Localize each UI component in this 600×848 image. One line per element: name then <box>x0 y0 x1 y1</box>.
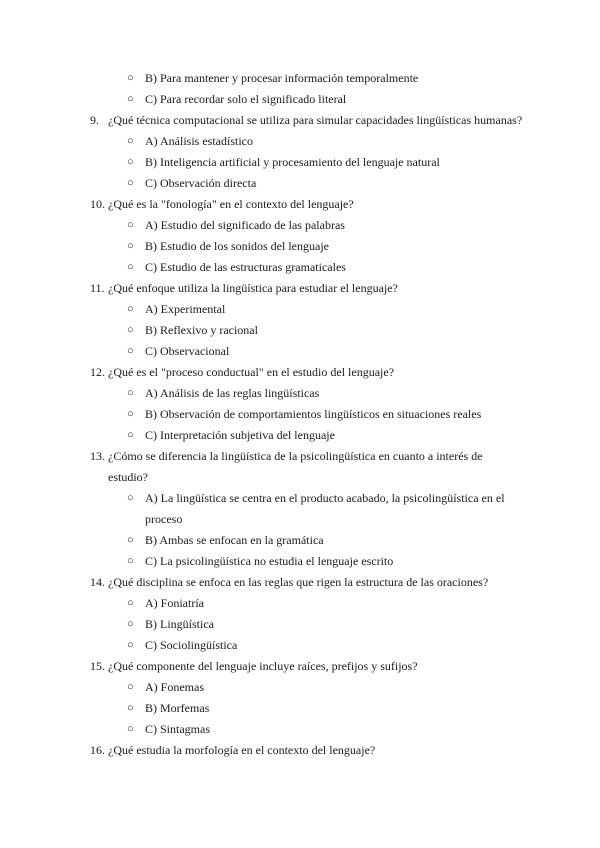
option-line <box>0 257 600 278</box>
option-line <box>0 152 600 173</box>
question-line <box>0 194 600 215</box>
option-line <box>0 530 600 551</box>
circle-bullet-icon: ○ <box>127 345 134 357</box>
question-text: ¿Qué es la "fonología" en el contexto del lenguaje? <box>108 197 354 211</box>
circle-bullet-icon: ○ <box>127 681 134 693</box>
continuation-text: estudio? <box>108 470 148 484</box>
circle-bullet-icon: ○ <box>127 240 134 252</box>
question-number: 12. <box>90 365 105 379</box>
circle-bullet-icon: ○ <box>127 72 134 84</box>
option-text: A) Análisis de las reglas lingüísticas <box>145 386 320 400</box>
question-number: 9. <box>90 113 99 127</box>
question-number: 14. <box>90 575 105 589</box>
option-text: C) Estudio de las estructuras gramaticales <box>145 260 346 274</box>
option-text: C) Sintagmas <box>145 722 210 736</box>
option-text: A) Análisis estadístico <box>145 134 253 148</box>
question-continuation-line <box>0 467 600 488</box>
option-text: C) Sociolingüística <box>145 638 238 652</box>
option-text: C) La psicolingüística no estudia el lenguaje escrito <box>145 554 394 568</box>
circle-bullet-icon: ○ <box>127 408 134 420</box>
option-line <box>0 173 600 194</box>
question-text: ¿Qué es el "proceso conductual" en el estudio del lenguaje? <box>108 365 395 379</box>
circle-bullet-icon: ○ <box>127 618 134 630</box>
option-text: C) Observacional <box>145 344 230 358</box>
option-text: C) Observación directa <box>145 176 257 190</box>
option-line <box>0 614 600 635</box>
circle-bullet-icon: ○ <box>127 93 134 105</box>
question-number: 16. <box>90 743 105 757</box>
option-continuation-line <box>0 509 600 530</box>
question-line <box>0 740 600 761</box>
question-number: 13. <box>90 449 105 463</box>
circle-bullet-icon: ○ <box>127 324 134 336</box>
option-line <box>0 341 600 362</box>
option-line <box>0 131 600 152</box>
circle-bullet-icon: ○ <box>127 261 134 273</box>
question-line <box>0 362 600 383</box>
question-number: 11. <box>90 281 105 295</box>
option-line <box>0 551 600 572</box>
option-line <box>0 299 600 320</box>
continuation-text: proceso <box>145 512 183 526</box>
option-line <box>0 719 600 740</box>
option-line <box>0 320 600 341</box>
option-text: A) Experimental <box>145 302 226 316</box>
question-text: ¿Cómo se diferencia la lingüística de la psicolingüística en cuanto a interés de <box>108 449 483 463</box>
option-text: B) Para mantener y procesar información temporalmente <box>145 71 419 85</box>
circle-bullet-icon: ○ <box>127 156 134 168</box>
circle-bullet-icon: ○ <box>127 702 134 714</box>
question-number: 10. <box>90 197 105 211</box>
option-line <box>0 488 600 509</box>
question-text: ¿Qué estudia la morfología en el contexto del lenguaje? <box>108 743 376 757</box>
circle-bullet-icon: ○ <box>127 219 134 231</box>
option-line <box>0 635 600 656</box>
option-text: A) Fonemas <box>145 680 204 694</box>
circle-bullet-icon: ○ <box>127 387 134 399</box>
option-text: C) Para recordar solo el significado literal <box>145 92 347 106</box>
option-line <box>0 677 600 698</box>
option-line <box>0 383 600 404</box>
question-line <box>0 110 600 131</box>
circle-bullet-icon: ○ <box>127 723 134 735</box>
circle-bullet-icon: ○ <box>127 303 134 315</box>
question-line <box>0 278 600 299</box>
document-page <box>0 68 600 761</box>
question-number: 15. <box>90 659 105 673</box>
option-line <box>0 89 600 110</box>
option-text: B) Morfemas <box>145 701 210 715</box>
option-text: B) Estudio de los sonidos del lenguaje <box>145 239 329 253</box>
question-text: ¿Qué disciplina se enfoca en las reglas que rigen la estructura de las oraciones? <box>108 575 489 589</box>
circle-bullet-icon: ○ <box>127 492 134 504</box>
circle-bullet-icon: ○ <box>127 135 134 147</box>
circle-bullet-icon: ○ <box>127 534 134 546</box>
option-text: A) Estudio del significado de las palabras <box>145 218 345 232</box>
option-text: A) Foniatría <box>145 596 204 610</box>
question-text: ¿Qué técnica computacional se utiliza para simular capacidades lingüísticas humanas? <box>108 113 523 127</box>
option-line <box>0 593 600 614</box>
circle-bullet-icon: ○ <box>127 597 134 609</box>
circle-bullet-icon: ○ <box>127 429 134 441</box>
option-text: C) Interpretación subjetiva del lenguaje <box>145 428 335 442</box>
circle-bullet-icon: ○ <box>127 177 134 189</box>
option-line <box>0 215 600 236</box>
question-line <box>0 446 600 467</box>
question-text: ¿Qué componente del lenguaje incluye raíces, prefijos y sufijos? <box>108 659 418 673</box>
option-text: B) Ambas se enfocan en la gramática <box>145 533 324 547</box>
option-text: B) Inteligencia artificial y procesamiento del lenguaje natural <box>145 155 440 169</box>
circle-bullet-icon: ○ <box>127 555 134 567</box>
question-line <box>0 656 600 677</box>
question-line <box>0 572 600 593</box>
circle-bullet-icon: ○ <box>127 639 134 651</box>
option-line <box>0 236 600 257</box>
option-line <box>0 425 600 446</box>
option-line <box>0 404 600 425</box>
option-line <box>0 698 600 719</box>
option-text: B) Lingüística <box>145 617 214 631</box>
option-text: A) La lingüística se centra en el producto acabado, la psicolingüística en el <box>145 491 505 505</box>
option-text: B) Observación de comportamientos lingüísticos en situaciones reales <box>145 407 482 421</box>
option-text: B) Reflexivo y racional <box>145 323 258 337</box>
option-line <box>0 68 600 89</box>
question-text: ¿Qué enfoque utiliza la lingüística para estudiar el lenguaje? <box>108 281 398 295</box>
